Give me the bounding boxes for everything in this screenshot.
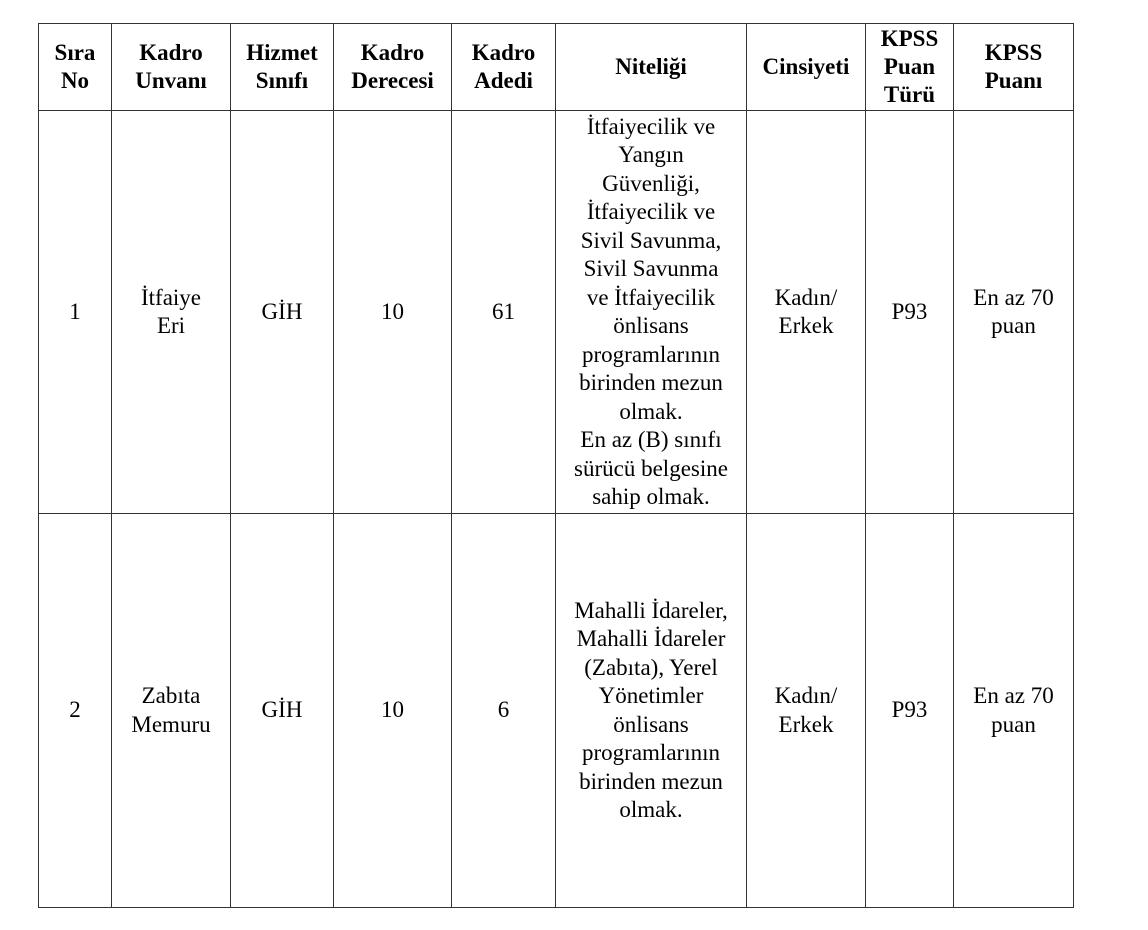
header-cinsiyeti: Cinsiyeti — [747, 24, 866, 111]
cell-sira-no: 1 — [39, 111, 112, 514]
header-niteligi: Niteliği — [556, 24, 747, 111]
cell-kadro-adedi: 6 — [452, 514, 556, 908]
cell-hizmet-sinifi: GİH — [231, 514, 334, 908]
cell-kpss-puan-turu: P93 — [866, 111, 954, 514]
header-kadro-unvani: Kadro Unvanı — [112, 24, 231, 111]
header-kadro-adedi: Kadro Adedi — [452, 24, 556, 111]
header-hizmet-sinifi: Hizmet Sınıfı — [231, 24, 334, 111]
cell-kadro-derecesi: 10 — [334, 111, 452, 514]
header-sira-no: Sıra No — [39, 24, 112, 111]
cell-kpss-puan-turu: P93 — [866, 514, 954, 908]
cell-kadro-derecesi: 10 — [334, 514, 452, 908]
cell-cinsiyeti: Kadın/ Erkek — [747, 514, 866, 908]
cell-niteligi: Mahalli İdareler, Mahalli İdareler (Zabıta), Yerel Yönetimler önlisans programlarının birinden mezun olmak. — [556, 514, 747, 908]
cell-cinsiyeti: Kadın/ Erkek — [747, 111, 866, 514]
header-row — [39, 24, 1074, 111]
header-kadro-derecesi: Kadro Derecesi — [334, 24, 452, 111]
cell-sira-no: 2 — [39, 514, 112, 908]
header-kpss-puan-turu: KPSS Puan Türü — [866, 24, 954, 111]
cell-niteligi: İtfaiyecilik ve Yangın Güvenliği, İtfaiyecilik ve Sivil Savunma, Sivil Savunma ve İtfaiyecilik önlisans programlarının birinden mezun olmak. En az (B) sınıfı sürücü belgesine sahip olmak. — [556, 111, 747, 514]
header-kpss-puani: KPSS Puanı — [954, 24, 1074, 111]
cell-kadro-unvani: İtfaiye Eri — [112, 111, 231, 514]
cell-kpss-puani: En az 70 puan — [954, 514, 1074, 908]
table-row — [39, 111, 1074, 514]
cell-hizmet-sinifi: GİH — [231, 111, 334, 514]
cell-kpss-puani: En az 70 puan — [954, 111, 1074, 514]
cell-kadro-adedi: 61 — [452, 111, 556, 514]
table-row — [39, 514, 1074, 908]
cell-kadro-unvani: Zabıta Memuru — [112, 514, 231, 908]
kadro-table — [38, 23, 1074, 908]
